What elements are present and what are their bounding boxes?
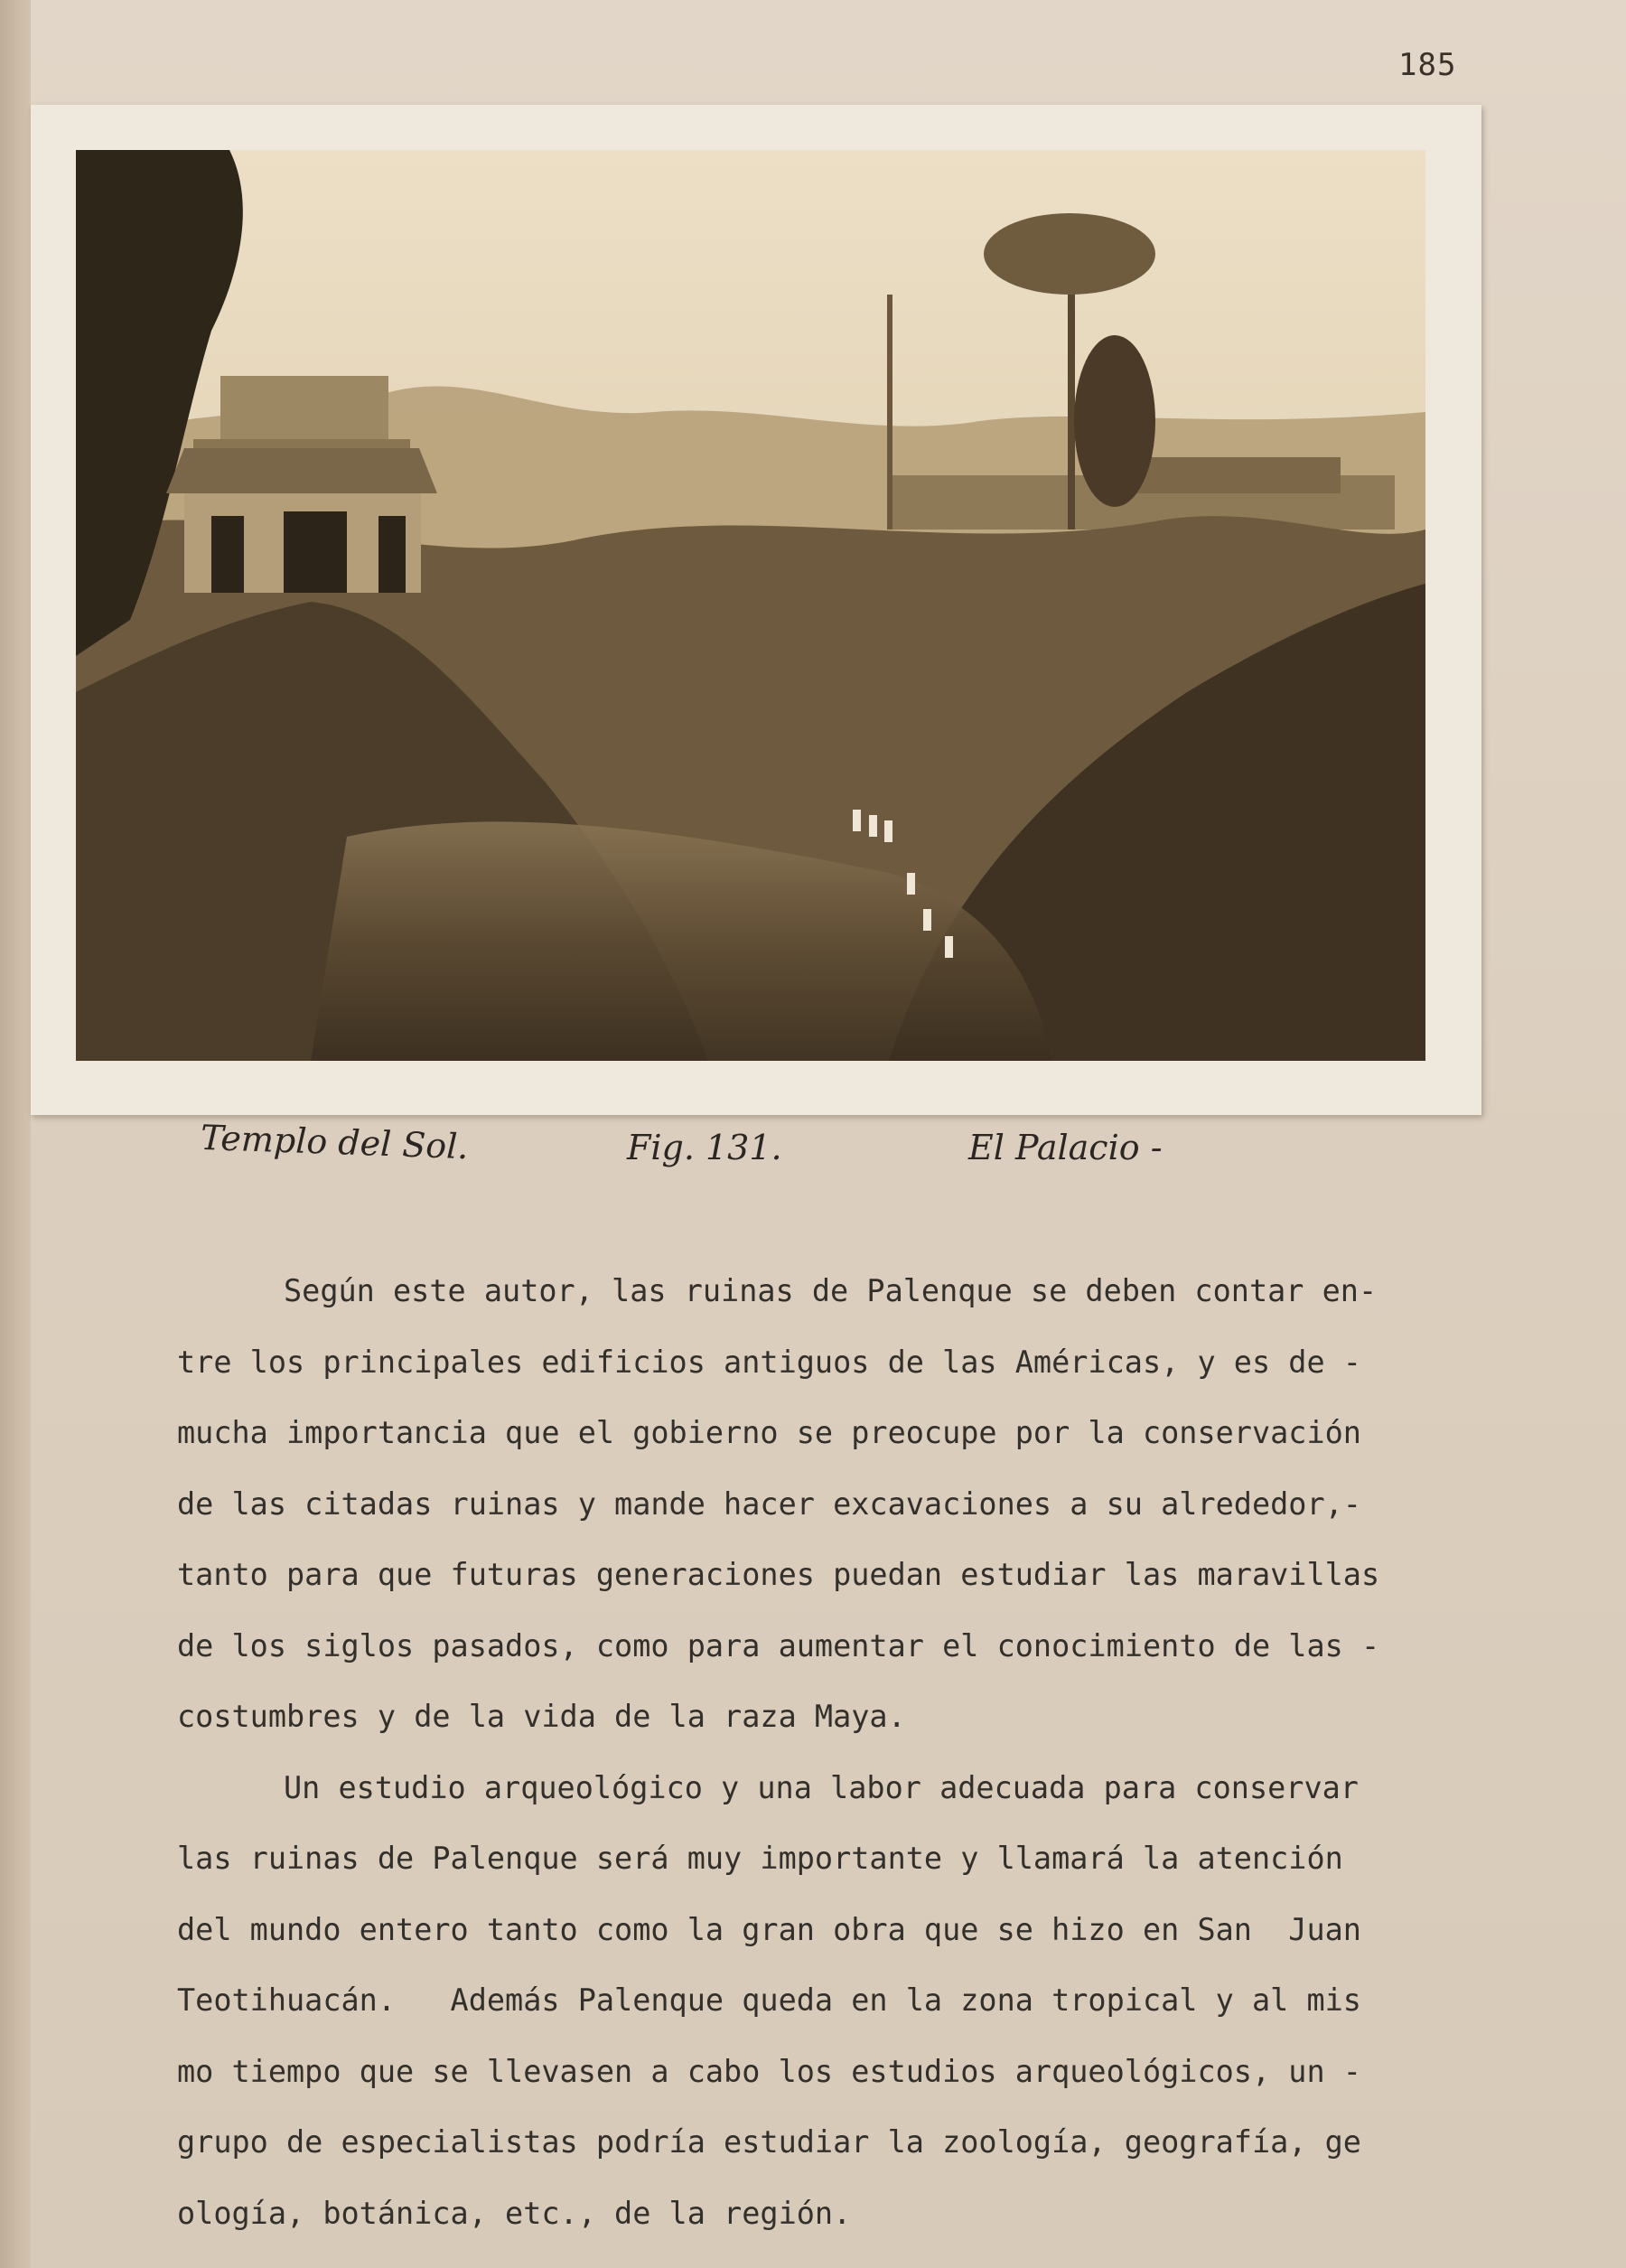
text-line: de las citadas ruinas y mande hacer excavaciones a su alrededor,-: [177, 1485, 1361, 1522]
photo-mount: [31, 105, 1481, 1115]
caption-templo-del-sol: Templo del Sol.: [200, 1117, 470, 1167]
text-line: Un estudio arqueológico y una labor adecuada para conservar: [284, 1769, 1359, 1805]
text-line: costumbres y de la vida de la raza Maya.: [177, 1699, 906, 1734]
caption-el-palacio: El Palacio -: [968, 1128, 1163, 1167]
typewritten-text: [177, 1256, 1586, 2249]
photograph-palenque-ruins: [76, 150, 1425, 1061]
caption-figure-number: Fig. 131.: [627, 1128, 782, 1167]
text-line: tre los principales edificios antiguos de las Américas, y es de -: [177, 1344, 1361, 1380]
figure-captions: [0, 1108, 1626, 1180]
text-line: mo tiempo que se llevasen a cabo los estudios arqueológicos, un -: [177, 2053, 1361, 2089]
text-line: de los siglos pasados, como para aumentar el conocimiento de las -: [177, 1627, 1380, 1664]
text-line: tanto para que futuras generaciones puedan estudiar las maravillas: [177, 1557, 1380, 1592]
text-line: las ruinas de Palenque será muy importante y llamará la atención: [177, 1841, 1343, 1876]
text-line: del mundo entero tanto como la gran obra que se hizo en San Juan: [177, 1911, 1361, 1947]
text-line: ología, botánica, etc., de la región.: [177, 2195, 852, 2231]
text-line: grupo de especialistas podría estudiar la zoología, geografía, ge: [177, 2124, 1361, 2160]
photo-illustration: [76, 150, 1425, 1061]
text-line: mucha importancia que el gobierno se preocupe por la conservación: [177, 1415, 1361, 1450]
page-number: 185: [1398, 47, 1457, 83]
text-line: Teotihuacán. Además Palenque queda en la zona tropical y al mis: [177, 1982, 1361, 2018]
text-line: Según este autor, las ruinas de Palenque se deben contar en-: [284, 1273, 1378, 1308]
